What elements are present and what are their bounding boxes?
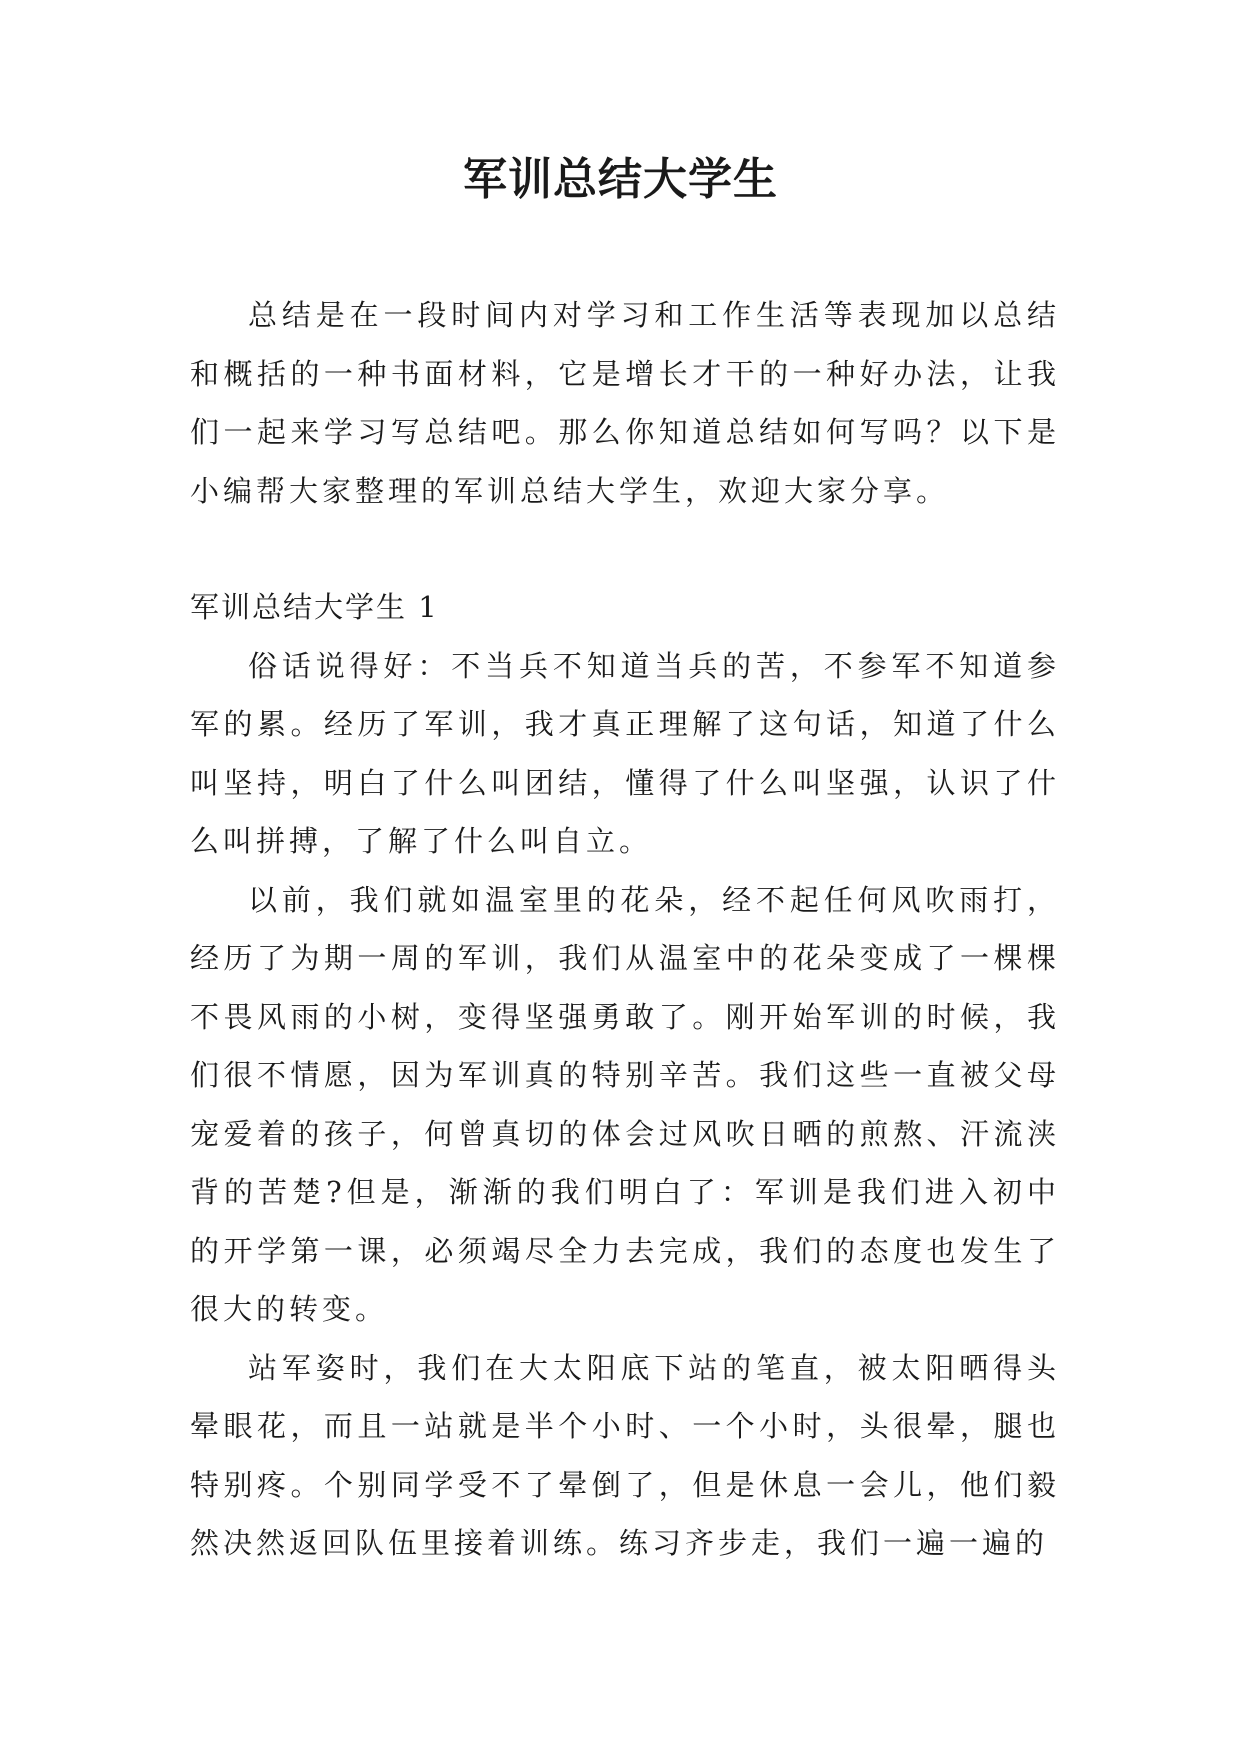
body-paragraph-1: 俗话说得好：不当兵不知道当兵的苦，不参军不知道参军的累。经历了军训，我才真正理解了这句话，知道了什么叫坚持，明白了什么叫团结，懂得了什么叫坚强，认识了什么叫拼搏，了解了什么叫自立。 bbox=[190, 648, 1060, 858]
body-paragraph-2: 以前，我们就如温室里的花朵，经不起任何风吹雨打，经历了为期一周的军训，我们从温室中的花朵变成了一棵棵不畏风雨的小树，变得坚强勇敢了。刚开始军训的时候，我们很不情愿，因为军训真的特别辛苦。我们这些一直被父母宠爱着的孩子，何曾真切的体会过风吹日晒的煎熬、汗流浃背的苦楚?但是，渐渐的我们明白了：军训是我们进入初中的开学第一课，必须竭尽全力去完成，我们的态度也发生了很大的转变。 bbox=[190, 882, 1060, 1326]
intro-paragraph: 总结是在一段时间内对学习和工作生活等表现加以总结和概括的一种书面材料，它是增长才干的一种好办法，让我们一起来学习写总结吧。那么你知道总结如何写吗？以下是小编帮大家整理的军训总结大学生，欢迎大家分享。 bbox=[190, 298, 1060, 508]
body-paragraph-3: 站军姿时，我们在大太阳底下站的笔直，被太阳晒得头晕眼花，而且一站就是半个小时、一个小时，头很晕，腿也特别疼。个别同学受不了晕倒了，但是休息一会儿，他们毅然决然返回队伍里接着训练。练习齐步走，我们一遍一遍的 bbox=[190, 1350, 1060, 1560]
document-title: 军训总结大学生 bbox=[463, 154, 778, 205]
document-body bbox=[190, 286, 1060, 1573]
section-heading: 军训总结大学生 1 bbox=[190, 590, 439, 624]
